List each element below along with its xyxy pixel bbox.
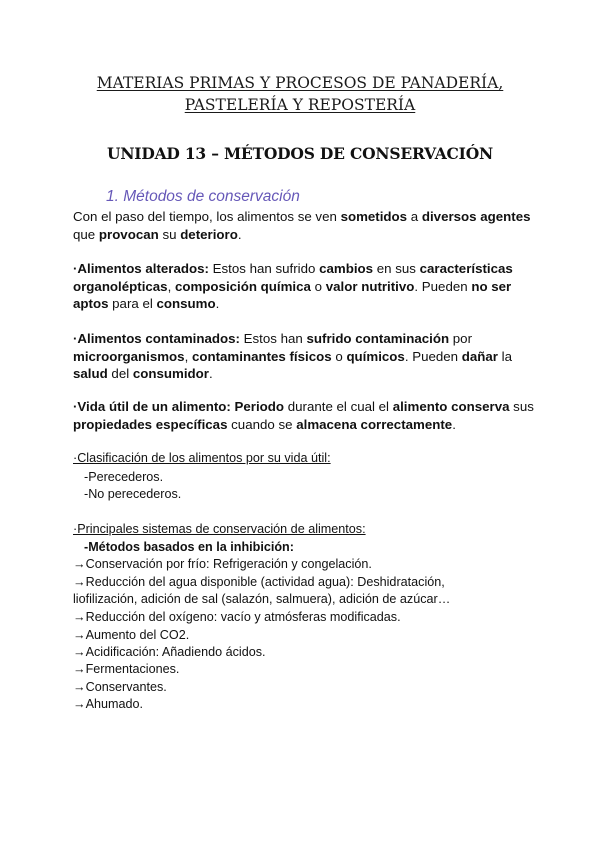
unit-title: UNIDAD 13 – MÉTODOS DE CONSERVACIÓN [107, 144, 493, 163]
document-title [0, 72, 600, 116]
section-heading: 1. Métodos de conservación [106, 188, 300, 205]
bold-text: salud [73, 366, 108, 381]
bold-text: propiedades específicas [73, 416, 228, 432]
systems-item: →Conservación por frío: Refrigeración y congelación. [73, 557, 372, 571]
systems-item: →Acidificación: Añadiendo ácidos. [73, 645, 266, 659]
text: durante el cual el [284, 399, 393, 414]
text: por [449, 331, 473, 346]
bold-text: ·Vida útil de un alimento: Periodo [73, 399, 285, 414]
systems-item: →Conservantes. [73, 680, 167, 694]
bold-text: contaminantes físicos [191, 348, 332, 364]
bold-text: sometidos [340, 209, 408, 224]
text: . Pueden [404, 348, 462, 364]
text: su [158, 226, 181, 242]
text: . Pueden [414, 278, 472, 294]
text: Con el paso del tiempo, los alimentos se ven [73, 209, 341, 224]
text: . [215, 296, 220, 311]
systems-item: →Fermentaciones. [73, 662, 180, 676]
bold-text: sufrido contaminación [306, 331, 450, 346]
bold-text: composición química [174, 278, 311, 294]
classification-item: -Perecederos. [84, 470, 164, 484]
systems-item: →Aumento del CO2. [73, 628, 190, 642]
text: , [184, 348, 192, 364]
intro-paragraph [73, 208, 543, 243]
systems-heading: ·Principales sistemas de conservación de alimentos: [73, 522, 366, 536]
bold-text: cambios [319, 261, 374, 276]
text: o [310, 278, 326, 294]
text: . [237, 226, 242, 242]
text: en sus [373, 261, 420, 276]
systems-item: →Ahumado. [73, 697, 144, 711]
bold-text: consumo [156, 296, 216, 311]
systems-item: →Reducción del oxígeno: vacío y atmósferas modificadas. [73, 610, 401, 624]
text: a [407, 209, 422, 224]
text: para el [108, 296, 157, 311]
bold-text: consumidor [132, 366, 209, 381]
text: o [331, 348, 347, 364]
contaminated-foods-paragraph [73, 330, 543, 383]
text: sus [509, 399, 534, 414]
bold-text: deterioro [180, 226, 238, 242]
systems-subheading: -Métodos basados en la inhibición: [84, 540, 294, 554]
shelf-life-paragraph [73, 398, 543, 433]
title-line-1: MATERIAS PRIMAS Y PROCESOS DE PANADERÍA, [96, 74, 504, 92]
bold-text: provocan [98, 226, 159, 242]
bold-text: almacena correctamente [296, 416, 453, 432]
bold-text: ·Alimentos contaminados: [73, 331, 240, 346]
systems-item-continuation: liofilización, adición de sal (salazón, salmuera), adición de azúcar… [73, 592, 451, 606]
text: Estos han [239, 331, 307, 346]
bold-text: valor nutritivo [325, 278, 415, 294]
bold-text: microorganismos [73, 348, 185, 364]
bold-text: alimento conserva [392, 399, 510, 414]
bold-text: no ser aptos [73, 278, 512, 311]
bold-text: químicos [346, 348, 405, 364]
systems-item: →Reducción del agua disponible (actividad agua): Deshidratación, [73, 575, 445, 589]
title-line-2: PASTELERÍA Y REPOSTERÍA [184, 96, 416, 114]
classification-heading: ·Clasificación de los alimentos por su vida útil: [73, 451, 331, 465]
text: Estos han sufrido [208, 261, 320, 276]
bold-text: ·Alimentos alterados: [73, 261, 209, 276]
text: cuando se [227, 416, 297, 432]
text: que [73, 226, 99, 242]
bold-text: dañar [461, 348, 498, 364]
text: . [208, 366, 213, 381]
bold-text: características organolépticas [73, 261, 513, 294]
classification-item: -No perecederos. [84, 487, 182, 501]
bold-text: diversos agentes [421, 209, 531, 224]
text: . [452, 416, 456, 432]
text: del [107, 366, 133, 381]
text: , [167, 278, 175, 294]
altered-foods-paragraph [73, 260, 543, 313]
text: la [497, 348, 513, 364]
